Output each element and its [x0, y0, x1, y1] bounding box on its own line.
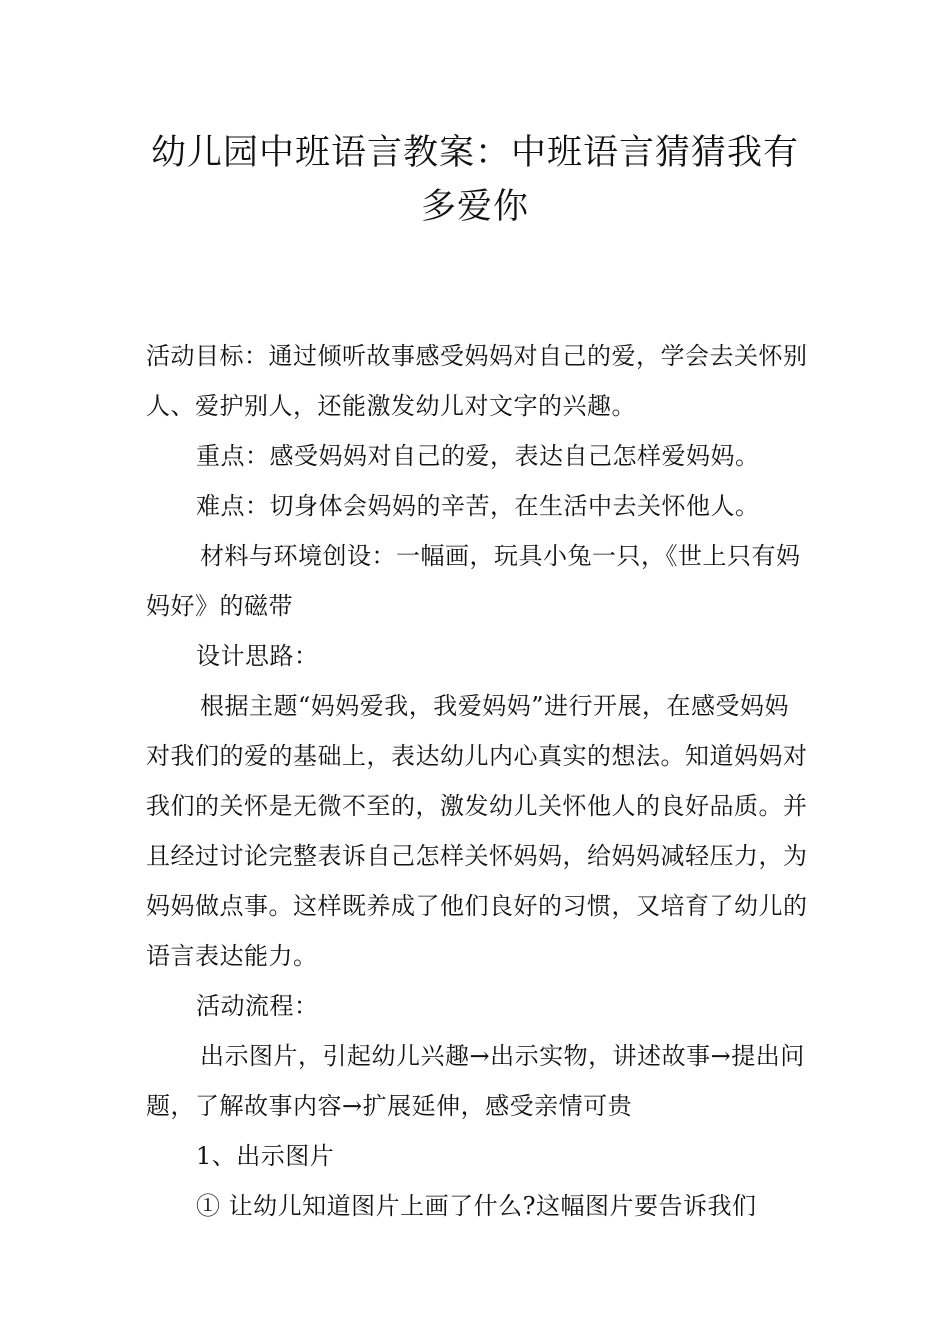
- paragraph-process-heading: 活动流程：: [196, 992, 319, 1020]
- title-line-2: 多爱你: [420, 187, 529, 227]
- document-title: [120, 126, 830, 234]
- title-line-1: 幼儿园中班语言教案：中班语言猜猜我有: [150, 133, 799, 173]
- paragraph-materials: 材料与环境创设：一幅画，玩具小兔一只，《世上只有妈妈好》的磁带: [146, 542, 801, 620]
- paragraph-design-ideas: 根据主题“妈妈爱我，我爱妈妈”进行开展，在感受妈妈对我们的爱的基础上，表达幼儿内心真实的想法。知道妈妈对我们的关怀是无微不至的，激发幼儿关怀他人的良好品质。并且经过讨论完整表诉自己怎样关怀妈妈，给妈妈减轻压力，为妈妈做点事。这样既养成了他们良好的习惯，又培育了幼儿的语言表达能力。: [146, 692, 808, 970]
- paragraph-step-1: 1、出示图片: [196, 1142, 335, 1170]
- paragraph-key-point: 重点：感受妈妈对自己的爱，表达自己怎样爱妈妈。: [196, 442, 760, 470]
- paragraph-design-heading: 设计思路：: [196, 642, 319, 670]
- document-body: [146, 331, 810, 1231]
- paragraph-step-1-item: ① 让幼儿知道图片上画了什么?这幅图片要告诉我们: [196, 1192, 757, 1220]
- paragraph-difficulty: 难点：切身体会妈妈的辛苦，在生活中去关怀他人。: [196, 492, 760, 520]
- paragraph-process: 出示图片，引起幼儿兴趣→出示实物，讲述故事→提出问题，了解故事内容→扩展延伸，感受亲情可贵: [146, 1042, 805, 1120]
- paragraph-objective: 活动目标：通过倾听故事感受妈妈对自己的爱，学会去关怀别人、爱护别人，还能激发幼儿对文字的兴趣。: [146, 342, 808, 420]
